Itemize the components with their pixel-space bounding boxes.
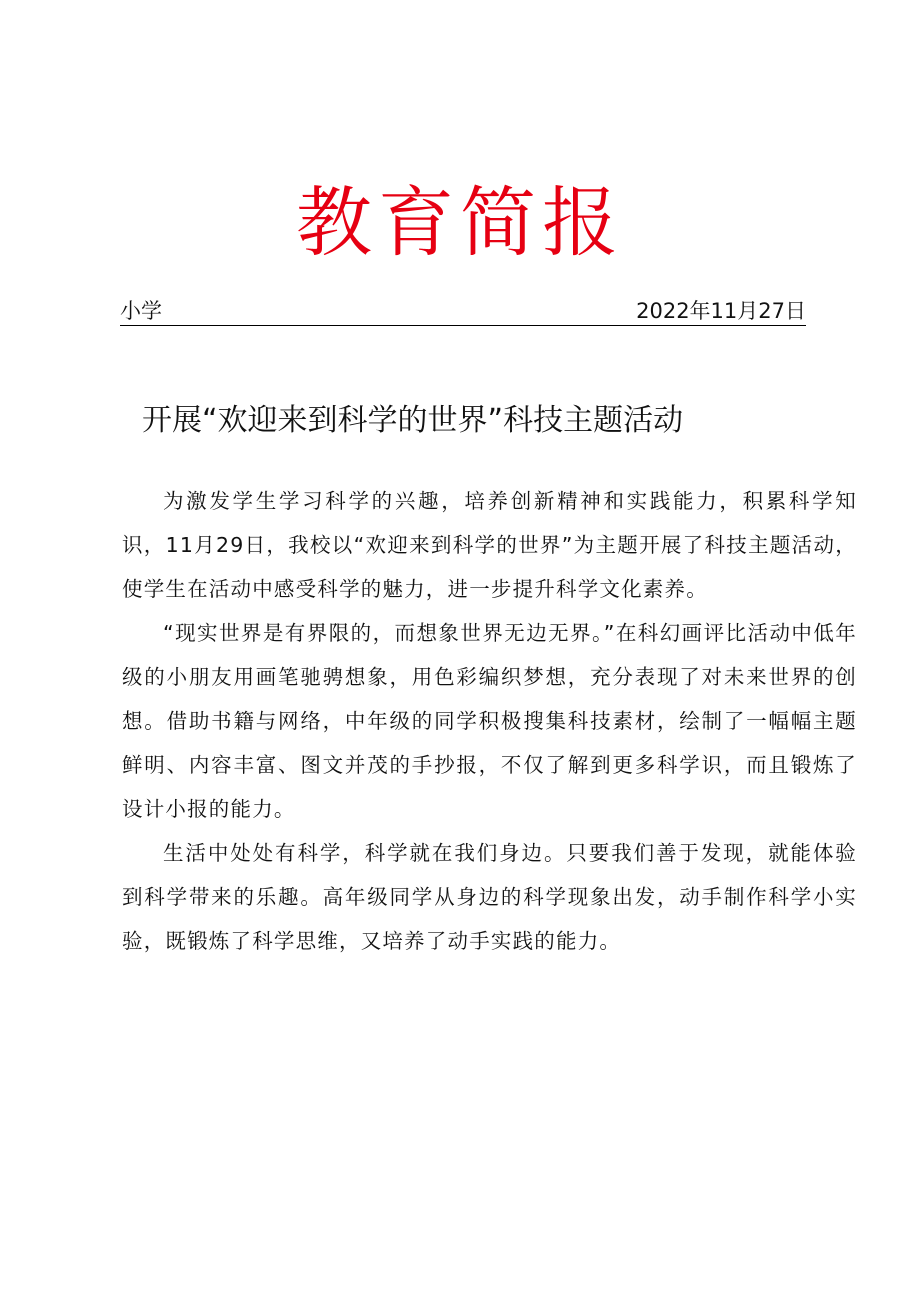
article-paragraph: 为激发学生学习科学的兴趣，培养创新精神和实践能力，积累科学知识，11月29日，我校以“欢迎来到科学的世界”为主题开展了科技主题活动，使学生在活动中感受科学的魅力，进一步提升科学文化素养。	[122, 489, 857, 601]
masthead-title: 教育简报	[296, 178, 624, 267]
school-name: 小学	[120, 299, 162, 323]
dateline	[120, 297, 806, 326]
article-headline: 开展“欢迎来到科学的世界”科技主题活动	[142, 403, 684, 438]
article-paragraph: 生活中处处有科学，科学就在我们身边。只要我们善于发现，就能体验到科学带来的乐趣。高年级同学从身边的科学现象出发，动手制作科学小实验，既锻炼了科学思维，又培养了动手实践的能力。	[122, 841, 857, 953]
article-body	[122, 479, 857, 963]
issue-date: 2022年11月27日	[636, 299, 806, 323]
article-paragraph: “现实世界是有界限的，而想象世界无边无界。”在科幻画评比活动中低年级的小朋友用画笔驰骋想象，用色彩编织梦想，充分表现了对未来世界的创想。借助书籍与网络，中年级的同学积极搜集科技素材，绘制了一幅幅主题鲜明、内容丰富、图文并茂的手抄报，不仅了解到更多科学识，而且锻炼了设计小报的能力。	[122, 621, 857, 821]
